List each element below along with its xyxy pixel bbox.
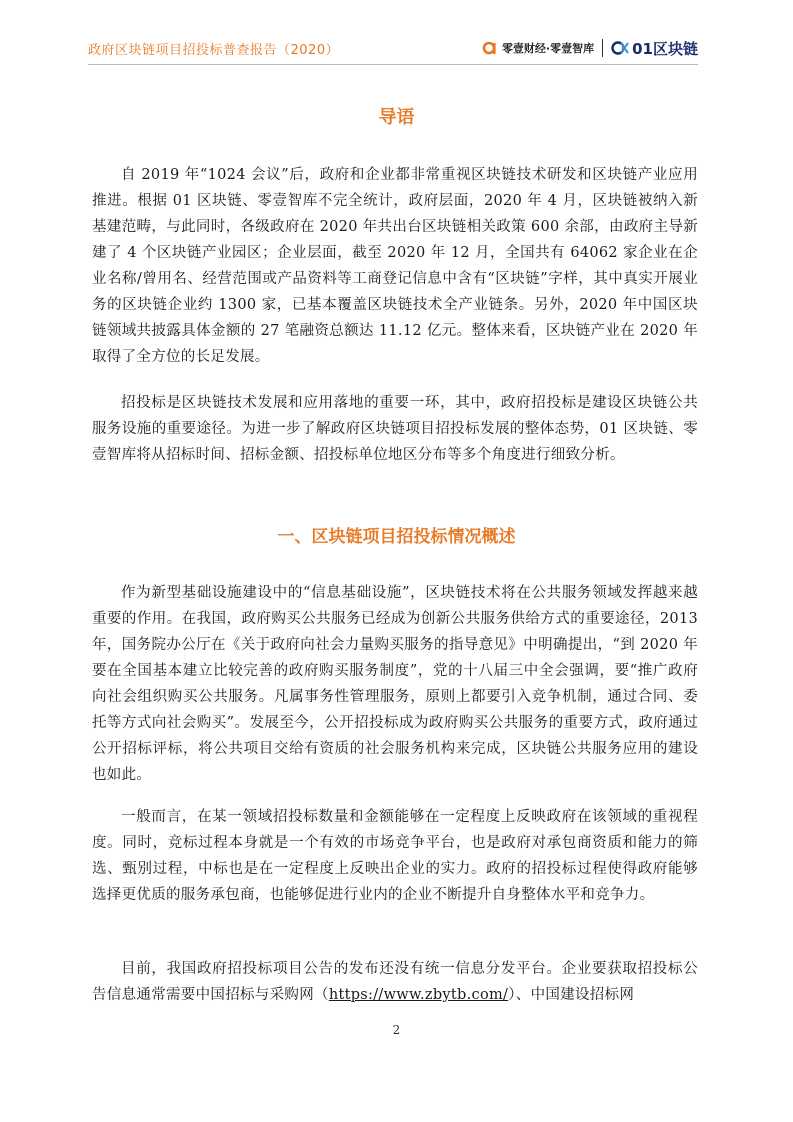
- lingyi-logo-icon: [482, 40, 498, 56]
- header-divider: [88, 64, 698, 65]
- lingyi-logo: [482, 40, 594, 56]
- section-1-heading: 一、区块链项目招投标情况概述: [277, 527, 516, 547]
- lingyi-logo-text: 零壹财经·零壹智库: [501, 42, 595, 55]
- intro-heading: 导语: [378, 107, 415, 128]
- blockchain01-logo-text: 01区块链: [632, 39, 698, 58]
- section-1-paragraph-1: 作为新型基础设施建设中的“信息基础设施”，区块链技术将在公共服务领域发挥越来越重要的作用。在我国，政府购买公共服务已经成为创新公共服务供给方式的重要途径，2013 年，国务院办公厅在《关于政府向社会力量购买服务的指导意见》中明确提出，“到 2020 年要在全国基本建立比较完善的政府购买服务制度”，党的十八届三中全会强调，要“推广政府向社会组织购买公共服务。凡属事务性管理服务，原则上都要引入竞争机制，通过合同、委托等方式向社会购买”。发展至今，公开招投标成为政府购买公共服务的重要方式，政府通过公开招标评标，将公共项目交给有资质的社会服务机构来完成，区块链公共服务应用的建设也如此。: [92, 585, 698, 783]
- section-1-paragraph-3: [92, 956, 698, 1008]
- section-1-paragraph-2: 一般而言，在某一领域招投标数量和金额能够在一定程度上反映政府在该领域的重视程度。同时，竞标过程本身就是一个有效的市场竞争平台，也是政府对承包商资质和能力的筛选、甄别过程，中标也是在一定程度上反映出企业的实力。政府的招投标过程使得政府能够选择更优质的服务承包商，也能够促进行业内的企业不断提升自身整体水平和竞争力。: [92, 809, 698, 903]
- blockchain01-logo-icon: [611, 40, 629, 56]
- logo-divider: [602, 39, 603, 57]
- page-header: [88, 34, 698, 62]
- header-logos: [482, 38, 698, 59]
- zbytb-link[interactable]: https://www.zbytb.com/: [328, 987, 509, 1003]
- report-title: 政府区块链项目招投标普查报告（2020）: [88, 42, 340, 58]
- intro-paragraph-1: 自 2019 年“1024 会议”后，政府和企业都非常重视区块链技术研发和区块链产业应用推进。根据 01 区块链、零壹智库不完全统计，政府层面，2020 年 4 月，区块链被纳入新基建范畴，与此同时，各级政府在 2020 年共出台区块链相关政策 600 余部，由政府主导新建了 4 个区块链产业园区；企业层面，截至 2020 年 12 月，全国共有 64062 家企业在企业名称/曾用名、经营范围或产品资料等工商登记信息中含有“区块链”字样，其中真实开展业务的区块链企业约 1300 家，已基本覆盖区块链技术全产业链条。另外，2020 年中国区块链领域共披露具体金额的 27 笔融资总额达 11.12 亿元。整体来看，区块链产业在 2020 年取得了全方位的长足发展。: [92, 167, 698, 365]
- paragraph-text-tail: ）、中国建设招标网: [508, 987, 635, 1003]
- page-number: 2: [392, 1023, 401, 1037]
- paragraph-text: 目前，我国政府招投标项目公告的发布还没有统一信息分发平台。企业要获取招投标公告信息通常需要中国招标与采购网（: [92, 961, 698, 1003]
- blockchain01-logo: [611, 38, 698, 59]
- intro-paragraph-2: 招投标是区块链技术发展和应用落地的重要一环，其中，政府招投标是建设区块链公共服务设施的重要途径。为进一步了解政府区块链项目招投标发展的整体态势，01 区块链、零壹智库将从招标时间、招标金额、招投标单位地区分布等多个角度进行细致分析。: [92, 395, 698, 463]
